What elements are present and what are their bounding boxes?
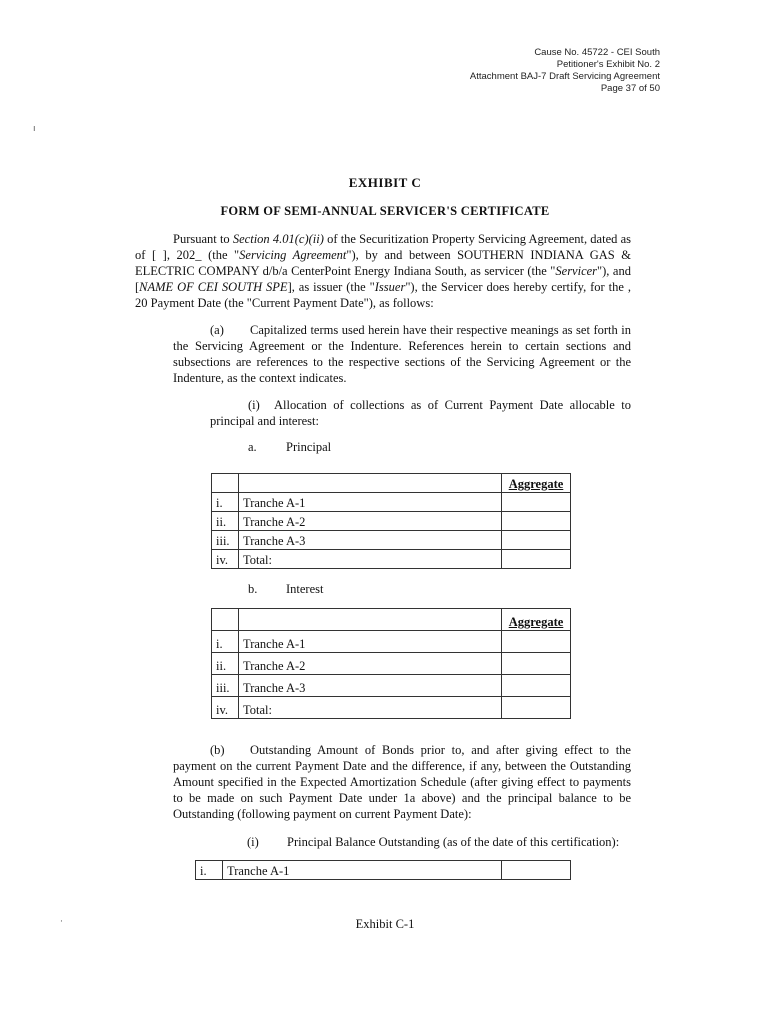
paragraph-text: Outstanding Amount of Bonds prior to, and after giving effect to the payment on the current Payment Date and the difference, if any, between the Outstanding Amount specified in the Expected Amortization Schedule (after giving effect to payments to be made on such Payment Date under 1a above) and the principal balance to be Outstanding (following payment on current Payment Date): <box>173 743 631 821</box>
intro-paragraph <box>135 231 631 311</box>
row-description: Tranche A-3 <box>239 675 502 697</box>
paragraph-i <box>210 397 631 429</box>
table-row <box>212 697 571 719</box>
table-row <box>196 861 571 880</box>
form-title: FORM OF SEMI-ANNUAL SERVICER'S CERTIFICATE <box>220 204 550 218</box>
paragraph-b-i <box>210 834 631 850</box>
balance-table <box>195 860 571 880</box>
header-line: Petitioner's Exhibit No. 2 <box>556 59 660 70</box>
table-row <box>212 512 571 531</box>
scan-mark: · <box>60 917 63 927</box>
table-cell <box>212 609 239 631</box>
header-line: Page 37 of 50 <box>600 83 660 94</box>
intro-text: ], as issuer (the " <box>287 280 375 294</box>
paragraph-b <box>173 742 631 822</box>
heading-label: b. <box>248 582 258 596</box>
header-line: Cause No. 45722 - CEI South <box>534 47 660 58</box>
intro-text: of the Securitization Property Servicing Agreement, dated as of [ ], 202_ (the " <box>135 232 631 262</box>
paragraph-label: (i) <box>248 398 260 412</box>
paragraph-text: Allocation of collections as of Current Payment Date allocable to principal and interest: <box>210 398 631 428</box>
exhibit-title: EXHIBIT C <box>348 175 422 190</box>
table-row <box>212 531 571 550</box>
paragraph-label: (a) <box>210 323 224 337</box>
row-number: i. <box>212 631 239 653</box>
row-description: Tranche A-1 <box>223 861 502 880</box>
page-footer: Exhibit C-1 <box>355 917 415 931</box>
table-row <box>212 675 571 697</box>
intro-text: Section 4.01(c)(ii) <box>232 232 324 246</box>
row-number: iv. <box>212 550 239 569</box>
intro-text: Issuer <box>374 280 406 294</box>
row-number: iii. <box>212 531 239 550</box>
aggregate-header: Aggregate <box>502 474 571 493</box>
row-description: Tranche A-2 <box>239 512 502 531</box>
row-number: ii. <box>212 512 239 531</box>
case-header <box>470 47 660 95</box>
scan-mark: ı <box>33 124 36 134</box>
aggregate-cell[interactable] <box>502 531 571 550</box>
row-description: Tranche A-3 <box>239 531 502 550</box>
aggregate-cell[interactable] <box>502 631 571 653</box>
table-row <box>212 493 571 512</box>
balance-cell[interactable] <box>502 861 571 880</box>
row-description: Tranche A-1 <box>239 493 502 512</box>
intro-text: Servicer <box>555 264 598 278</box>
interest-heading <box>248 582 323 597</box>
row-number: i. <box>196 861 223 880</box>
aggregate-cell[interactable] <box>502 550 571 569</box>
intro-text: "), by and between SOUTHERN INDIANA GAS & ELECTRIC COMPANY d/b/a CenterPoint Energy Indiana South, as servicer (the " <box>135 248 631 278</box>
table-row <box>212 550 571 569</box>
heading-text: Interest <box>286 582 324 596</box>
table-row <box>212 653 571 675</box>
paragraph-text: Principal Balance Outstanding (as of the date of this certification): <box>287 835 620 849</box>
intro-text: Pursuant to <box>173 232 233 246</box>
table-header-row <box>212 474 571 493</box>
table-cell <box>212 474 239 493</box>
intro-text: "), and [ <box>135 264 631 294</box>
heading-text: Principal <box>286 440 332 454</box>
aggregate-cell[interactable] <box>502 493 571 512</box>
aggregate-cell[interactable] <box>502 653 571 675</box>
aggregate-cell[interactable] <box>502 675 571 697</box>
intro-text: NAME OF CEI SOUTH SPE <box>139 280 288 294</box>
intro-text: Servicing Agreement <box>239 248 347 262</box>
row-number: i. <box>212 493 239 512</box>
intro-text: "), the Servicer does hereby certify, for the , 20 Payment Date (the "Current Payment Date"), as follows: <box>135 280 632 310</box>
paragraph-text: Capitalized terms used herein have their respective meanings as set forth in the Servicing Agreement or the Indenture. References herein to certain sections and subsections are references to the respective sections of the Servicing Agreement or the Indenture, as the context indicates. <box>173 323 631 385</box>
interest-table <box>211 608 571 719</box>
aggregate-cell[interactable] <box>502 697 571 719</box>
paragraph-label: (b) <box>210 743 225 757</box>
table-header-row <box>212 609 571 631</box>
aggregate-header: Aggregate <box>502 609 571 631</box>
row-description: Tranche A-1 <box>239 631 502 653</box>
row-number: iii. <box>212 675 239 697</box>
principal-heading <box>248 440 331 455</box>
row-description: Total: <box>239 697 502 719</box>
principal-table <box>211 473 571 569</box>
row-number: iv. <box>212 697 239 719</box>
paragraph-label: (i) <box>247 835 259 849</box>
row-number: ii. <box>212 653 239 675</box>
table-row <box>212 631 571 653</box>
heading-label: a. <box>248 440 257 454</box>
table-cell <box>239 609 502 631</box>
row-description: Total: <box>239 550 502 569</box>
paragraph-a <box>173 322 631 386</box>
aggregate-cell[interactable] <box>502 512 571 531</box>
row-description: Tranche A-2 <box>239 653 502 675</box>
header-line: Attachment BAJ-7 Draft Servicing Agreement <box>469 71 660 82</box>
table-cell <box>239 474 502 493</box>
